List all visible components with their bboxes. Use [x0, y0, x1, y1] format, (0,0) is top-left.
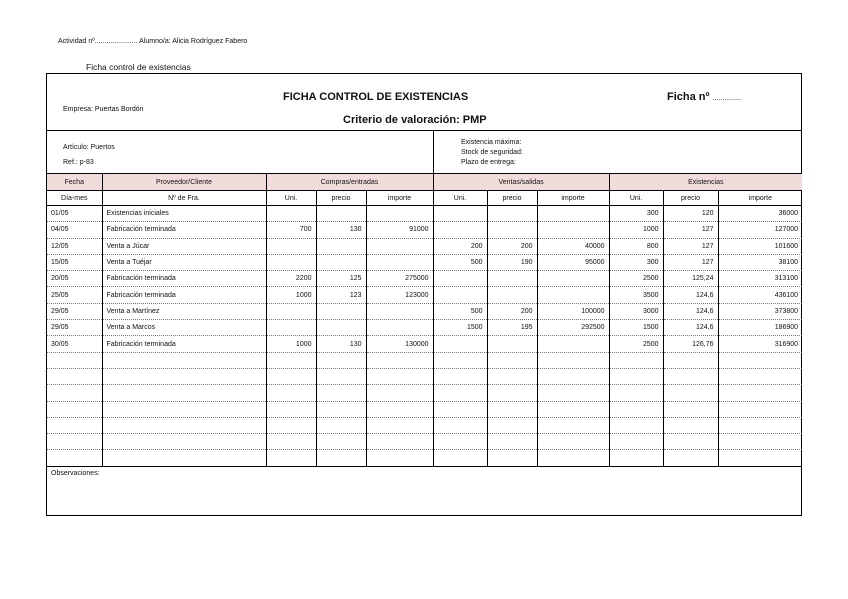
- cell-existencias-importe: 436100: [718, 287, 802, 303]
- cell-ventas-importe: [537, 385, 609, 401]
- cell-existencias-precio: 127: [663, 254, 718, 270]
- cell-compras-uni: 2200: [266, 271, 316, 287]
- cell-compras-importe: 130000: [366, 336, 433, 352]
- cell-existencias-importe: [718, 401, 802, 417]
- col-compras-importe: importe: [366, 191, 433, 206]
- observaciones-label: Observaciones:: [51, 470, 100, 477]
- cell-descripcion: Fabricación terminada: [102, 222, 266, 238]
- cell-ventas-precio: 190: [487, 254, 537, 270]
- cell-ventas-uni: [433, 385, 487, 401]
- existencia-maxima: Existencia máxima:: [461, 139, 522, 146]
- cell-compras-uni: 1000: [266, 287, 316, 303]
- cell-fecha: [47, 385, 102, 401]
- cell-compras-uni: [266, 368, 316, 384]
- cell-fecha: [47, 352, 102, 368]
- cell-existencias-uni: 3500: [609, 287, 663, 303]
- cell-ventas-precio: 195: [487, 320, 537, 336]
- cell-compras-precio: [316, 385, 366, 401]
- cell-descripcion: [102, 434, 266, 450]
- empresa: Empresa: Puertas Bordón: [63, 106, 144, 113]
- cell-existencias-importe: 316900: [718, 336, 802, 352]
- cell-existencias-importe: [718, 450, 802, 466]
- cell-ventas-uni: 500: [433, 303, 487, 319]
- cell-ventas-uni: 200: [433, 238, 487, 254]
- referencia: Ref.: p-83: [63, 159, 94, 166]
- cell-compras-importe: 123000: [366, 287, 433, 303]
- cell-ventas-precio: [487, 336, 537, 352]
- cell-ventas-uni: [433, 352, 487, 368]
- cell-ventas-importe: [537, 434, 609, 450]
- cell-compras-importe: [366, 385, 433, 401]
- cell-compras-uni: [266, 434, 316, 450]
- cell-existencias-uni: [609, 450, 663, 466]
- cell-existencias-precio: [663, 434, 718, 450]
- cell-fecha: [47, 417, 102, 433]
- cell-existencias-precio: [663, 417, 718, 433]
- cell-ventas-uni: [433, 417, 487, 433]
- cell-fecha: 15/05: [47, 254, 102, 270]
- cell-ventas-uni: [433, 434, 487, 450]
- cell-descripcion: Venta a Martínez: [102, 303, 266, 319]
- col-existencias-importe: importe: [718, 191, 802, 206]
- cell-existencias-importe: [718, 417, 802, 433]
- cell-ventas-precio: 200: [487, 303, 537, 319]
- stock-control-sheet: [46, 73, 802, 516]
- cell-compras-uni: [266, 385, 316, 401]
- cell-existencias-importe: 373800: [718, 303, 802, 319]
- cell-compras-importe: [366, 368, 433, 384]
- table-row: [47, 336, 802, 352]
- cell-descripcion: Fabricación terminada: [102, 271, 266, 287]
- cell-existencias-importe: 313100: [718, 271, 802, 287]
- table-row-empty: [47, 385, 802, 401]
- col-existencias-precio: precio: [663, 191, 718, 206]
- cell-existencias-uni: [609, 434, 663, 450]
- cell-compras-uni: [266, 417, 316, 433]
- cell-descripcion: [102, 352, 266, 368]
- col-compras-precio: precio: [316, 191, 366, 206]
- cell-compras-precio: [316, 238, 366, 254]
- cell-ventas-uni: [433, 271, 487, 287]
- col-ventas-precio: precio: [487, 191, 537, 206]
- cell-ventas-importe: [537, 336, 609, 352]
- cell-existencias-uni: 300: [609, 254, 663, 270]
- cell-ventas-importe: 40000: [537, 238, 609, 254]
- cell-existencias-precio: 124,6: [663, 320, 718, 336]
- cell-ventas-precio: [487, 417, 537, 433]
- cell-compras-uni: [266, 401, 316, 417]
- table-row-empty: [47, 417, 802, 433]
- cell-descripcion: Venta a Marcos: [102, 320, 266, 336]
- cell-fecha: 29/05: [47, 303, 102, 319]
- cell-existencias-uni: 2500: [609, 271, 663, 287]
- articulo: Artículo: Puertos: [63, 144, 115, 151]
- cell-ventas-uni: 500: [433, 254, 487, 270]
- cell-existencias-importe: [718, 352, 802, 368]
- cell-ventas-importe: [537, 368, 609, 384]
- cell-ventas-importe: [537, 352, 609, 368]
- cell-existencias-uni: [609, 385, 663, 401]
- cell-ventas-importe: [537, 417, 609, 433]
- stock-seguridad: Stock de seguridad:: [461, 149, 523, 156]
- cell-ventas-importe: [537, 450, 609, 466]
- cell-existencias-importe: [718, 434, 802, 450]
- cell-fecha: 30/05: [47, 336, 102, 352]
- cell-ventas-uni: [433, 401, 487, 417]
- cell-descripcion: Fabricación terminada: [102, 336, 266, 352]
- cell-existencias-precio: [663, 450, 718, 466]
- group-proveedor: Proveedor/Cliente: [102, 174, 266, 191]
- cell-existencias-importe: [718, 368, 802, 384]
- cell-existencias-precio: [663, 352, 718, 368]
- cell-existencias-importe: [718, 385, 802, 401]
- sheet-title: FICHA CONTROL DE EXISTENCIAS: [283, 91, 469, 103]
- cell-ventas-importe: 292500: [537, 320, 609, 336]
- col-ventas-importe: importe: [537, 191, 609, 206]
- ficha-number: [667, 91, 742, 103]
- cell-existencias-precio: 120: [663, 206, 718, 222]
- cell-existencias-precio: 126,76: [663, 336, 718, 352]
- stock-table: [47, 174, 802, 467]
- cell-ventas-importe: 95000: [537, 254, 609, 270]
- cell-compras-uni: [266, 254, 316, 270]
- cell-compras-precio: [316, 368, 366, 384]
- cell-compras-importe: 91000: [366, 222, 433, 238]
- group-ventas: Ventas/salidas: [433, 174, 609, 191]
- cell-compras-precio: [316, 450, 366, 466]
- cell-ventas-precio: [487, 434, 537, 450]
- cell-compras-uni: [266, 320, 316, 336]
- cell-compras-precio: [316, 254, 366, 270]
- cell-existencias-uni: 800: [609, 238, 663, 254]
- cell-existencias-uni: 1500: [609, 320, 663, 336]
- table-row: [47, 206, 802, 222]
- col-ventas-uni: Uni.: [433, 191, 487, 206]
- cell-ventas-uni: [433, 206, 487, 222]
- cell-compras-importe: [366, 303, 433, 319]
- cell-existencias-uni: 1000: [609, 222, 663, 238]
- sheet-header: [47, 74, 801, 131]
- cell-fecha: 04/05: [47, 222, 102, 238]
- cell-ventas-precio: [487, 385, 537, 401]
- cell-compras-uni: 1000: [266, 336, 316, 352]
- cell-existencias-precio: [663, 401, 718, 417]
- cell-ventas-precio: [487, 287, 537, 303]
- cell-descripcion: [102, 385, 266, 401]
- cell-compras-importe: [366, 320, 433, 336]
- cell-existencias-uni: 300: [609, 206, 663, 222]
- table-row-empty: [47, 368, 802, 384]
- cell-ventas-importe: [537, 401, 609, 417]
- col-existencias-uni: Uni.: [609, 191, 663, 206]
- cell-compras-importe: [366, 434, 433, 450]
- cell-ventas-precio: 200: [487, 238, 537, 254]
- cell-compras-precio: 125: [316, 271, 366, 287]
- cell-existencias-importe: 36000: [718, 206, 802, 222]
- cell-compras-precio: [316, 434, 366, 450]
- cell-ventas-precio: [487, 401, 537, 417]
- cell-compras-importe: [366, 206, 433, 222]
- cell-compras-importe: 275000: [366, 271, 433, 287]
- cell-ventas-importe: [537, 206, 609, 222]
- cell-fecha: 12/05: [47, 238, 102, 254]
- cell-fecha: 20/05: [47, 271, 102, 287]
- cell-compras-importe: [366, 254, 433, 270]
- col-compras-uni: Uni.: [266, 191, 316, 206]
- cell-existencias-uni: [609, 401, 663, 417]
- cell-ventas-uni: [433, 336, 487, 352]
- valuation-criterion: Criterio de valoración: PMP: [343, 114, 487, 126]
- sheet-subtitle: Ficha control de existencias: [86, 62, 191, 72]
- cell-ventas-precio: [487, 450, 537, 466]
- cell-existencias-precio: 124,6: [663, 303, 718, 319]
- cell-fecha: [47, 450, 102, 466]
- cell-existencias-importe: 186900: [718, 320, 802, 336]
- cell-compras-uni: [266, 450, 316, 466]
- cell-existencias-precio: 125,24: [663, 271, 718, 287]
- cell-compras-precio: [316, 401, 366, 417]
- cell-ventas-uni: [433, 287, 487, 303]
- cell-descripcion: [102, 417, 266, 433]
- cell-fecha: [47, 434, 102, 450]
- cell-descripcion: [102, 368, 266, 384]
- cell-ventas-precio: [487, 271, 537, 287]
- cell-descripcion: Venta a Tuéjar: [102, 254, 266, 270]
- table-row: [47, 287, 802, 303]
- group-compras: Compras/entradas: [266, 174, 433, 191]
- cell-compras-precio: [316, 303, 366, 319]
- stock-params: [461, 138, 523, 168]
- table-row: [47, 222, 802, 238]
- cell-ventas-importe: [537, 271, 609, 287]
- table-row-empty: [47, 434, 802, 450]
- cell-ventas-precio: [487, 206, 537, 222]
- ficha-dots: ...............: [712, 95, 742, 102]
- cell-compras-importe: [366, 417, 433, 433]
- activity-header-line: Actividad nº...................... Alumno/a: Alicia Rodríguez Fabero: [58, 38, 248, 45]
- cell-fecha: 01/05: [47, 206, 102, 222]
- group-fecha: Fecha: [47, 174, 102, 191]
- cell-existencias-importe: 101600: [718, 238, 802, 254]
- table-row-empty: [47, 401, 802, 417]
- cell-compras-importe: [366, 401, 433, 417]
- cell-ventas-importe: [537, 222, 609, 238]
- cell-existencias-uni: [609, 368, 663, 384]
- cell-compras-precio: [316, 352, 366, 368]
- cell-compras-importe: [366, 352, 433, 368]
- cell-existencias-precio: 127: [663, 222, 718, 238]
- cell-existencias-precio: 124,6: [663, 287, 718, 303]
- cell-descripcion: [102, 450, 266, 466]
- cell-compras-precio: 130: [316, 336, 366, 352]
- cell-existencias-precio: [663, 368, 718, 384]
- cell-compras-importe: [366, 238, 433, 254]
- cell-descripcion: [102, 401, 266, 417]
- cell-compras-uni: 700: [266, 222, 316, 238]
- cell-existencias-precio: 127: [663, 238, 718, 254]
- table-row: [47, 271, 802, 287]
- table-row-empty: [47, 450, 802, 466]
- column-header-row: [47, 191, 802, 206]
- cell-existencias-uni: 3000: [609, 303, 663, 319]
- table-row: [47, 238, 802, 254]
- cell-existencias-uni: [609, 417, 663, 433]
- cell-existencias-uni: [609, 352, 663, 368]
- cell-compras-importe: [366, 450, 433, 466]
- cell-existencias-importe: 38100: [718, 254, 802, 270]
- cell-ventas-importe: 100000: [537, 303, 609, 319]
- cell-fecha: [47, 401, 102, 417]
- plazo-entrega: Plazo de entrega:: [461, 159, 516, 166]
- cell-fecha: 29/05: [47, 320, 102, 336]
- cell-descripcion: Venta a Júcar: [102, 238, 266, 254]
- cell-compras-precio: 123: [316, 287, 366, 303]
- article-info-left: [63, 140, 115, 170]
- cell-compras-precio: [316, 320, 366, 336]
- cell-ventas-uni: [433, 450, 487, 466]
- ficha-label: Ficha nº: [667, 91, 710, 103]
- table-row-empty: [47, 352, 802, 368]
- info-divider: [433, 131, 434, 173]
- group-existencias: Existencias: [609, 174, 802, 191]
- cell-existencias-importe: 127000: [718, 222, 802, 238]
- cell-fecha: [47, 368, 102, 384]
- article-info: [47, 131, 801, 174]
- cell-descripcion: Existencias iniciales: [102, 206, 266, 222]
- cell-ventas-precio: [487, 368, 537, 384]
- col-dia-mes: Día-mes: [47, 191, 102, 206]
- cell-compras-uni: [266, 238, 316, 254]
- table-row: [47, 303, 802, 319]
- group-header-row: [47, 174, 802, 191]
- cell-ventas-uni: [433, 368, 487, 384]
- table-row: [47, 320, 802, 336]
- cell-existencias-precio: [663, 385, 718, 401]
- cell-compras-precio: 130: [316, 222, 366, 238]
- cell-compras-uni: [266, 206, 316, 222]
- cell-fecha: 25/05: [47, 287, 102, 303]
- cell-ventas-precio: [487, 352, 537, 368]
- cell-compras-uni: [266, 303, 316, 319]
- cell-existencias-uni: 2500: [609, 336, 663, 352]
- cell-ventas-uni: [433, 222, 487, 238]
- cell-ventas-uni: 1500: [433, 320, 487, 336]
- cell-descripcion: Fabricación terminada: [102, 287, 266, 303]
- cell-compras-precio: [316, 206, 366, 222]
- cell-ventas-importe: [537, 287, 609, 303]
- cell-ventas-precio: [487, 222, 537, 238]
- cell-compras-uni: [266, 352, 316, 368]
- cell-compras-precio: [316, 417, 366, 433]
- table-row: [47, 254, 802, 270]
- col-num-fra: Nº de Fra.: [102, 191, 266, 206]
